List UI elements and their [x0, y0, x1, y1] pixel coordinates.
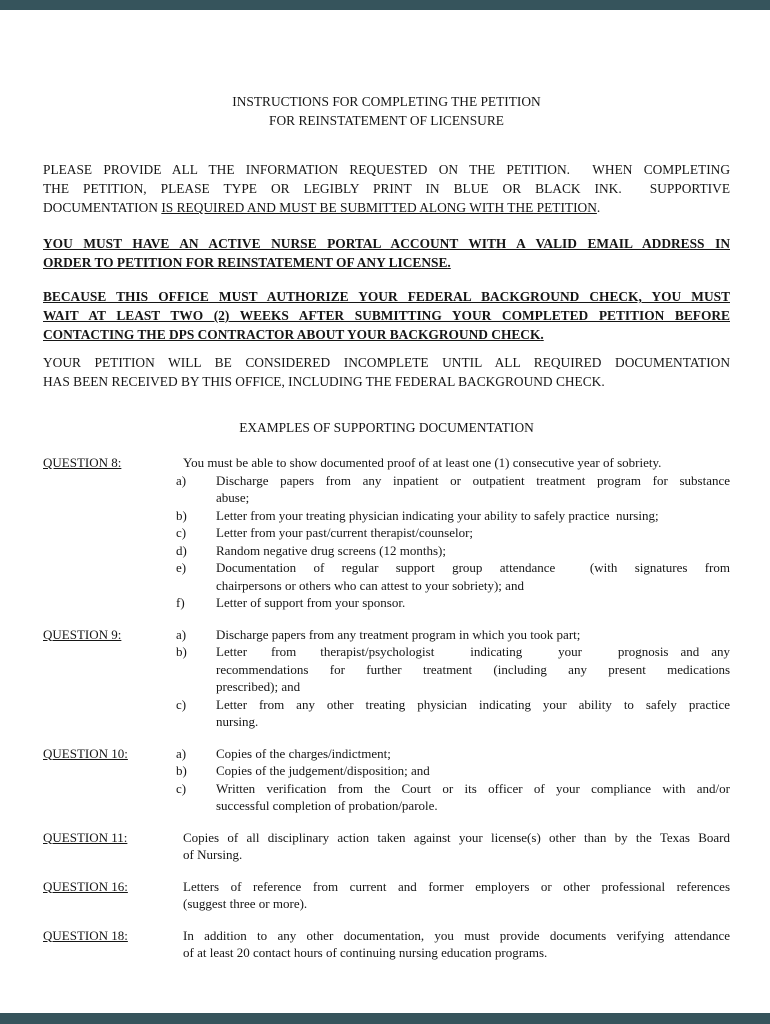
- item-letter: a): [176, 626, 187, 642]
- item-letter: a): [176, 472, 187, 488]
- text-line: DOCUMENTATION IS REQUIRED AND MUST BE SUBMITTED ALONG WITH THE PETITION.: [43, 200, 601, 215]
- text-line: Copies of the judgement/disposition; and: [216, 763, 430, 778]
- question-item: [176, 507, 730, 525]
- item-body: [216, 559, 730, 594]
- text-line: YOUR PETITION WILL BE CONSIDERED INCOMPLETE UNTIL ALL REQUIRED DOCUMENTATION: [43, 355, 730, 370]
- text-line: Copies of all disciplinary action taken against your license(s) other than by the Texas Board: [183, 829, 730, 845]
- examples-heading: EXAMPLES OF SUPPORTING DOCUMENTATION: [239, 420, 534, 435]
- text-line: Written verification from the Court or its officer of your compliance with and/or: [216, 780, 730, 796]
- text-line: (suggest three or more).: [183, 896, 308, 911]
- text-line: ORDER TO PETITION FOR REINSTATEMENT OF ANY LICENSE.: [43, 255, 451, 270]
- question-block-8: [43, 454, 730, 612]
- text-line: Documentation of regular support group attendance (with signatures from: [216, 560, 730, 575]
- item-letter: c): [176, 696, 187, 712]
- question-9-content: [176, 626, 730, 731]
- item-letter: c): [176, 780, 187, 796]
- item-body: [216, 524, 730, 542]
- item-body: [216, 643, 730, 696]
- item-letter: e): [176, 560, 187, 575]
- question-block-10: [43, 745, 730, 815]
- question-11-label: QUESTION 11:: [43, 829, 128, 845]
- item-letter: a): [176, 745, 187, 761]
- text-line: WAIT AT LEAST TWO (2) WEEKS AFTER SUBMITTING YOUR COMPLETED PETITION BEFORE: [43, 308, 730, 323]
- text-line: successful completion of probation/parole.: [216, 798, 438, 813]
- intro-paragraph-background-check: [43, 287, 730, 344]
- question-item: [176, 780, 730, 815]
- text-line: Letter of support from your sponsor.: [216, 595, 406, 610]
- item-body: [216, 507, 730, 525]
- viewer-bottom-bar: [0, 1013, 770, 1024]
- question-item: [176, 626, 730, 644]
- text-line: nursing.: [216, 714, 259, 729]
- text-line: of at least 20 contact hours of continuing nursing education programs.: [183, 945, 548, 960]
- question-block-9: [43, 626, 730, 731]
- question-item: [176, 762, 730, 780]
- question-10-content: [176, 745, 730, 815]
- question-8-label: QUESTION 8:: [43, 455, 122, 470]
- question-item: [176, 696, 730, 731]
- question-9-label: QUESTION 9:: [43, 626, 122, 642]
- text-line: CONTACTING THE DPS CONTRACTOR ABOUT YOUR BACKGROUND CHECK.: [43, 327, 544, 342]
- question-item: [176, 643, 730, 696]
- title-line: FOR REINSTATEMENT OF LICENSURE: [269, 113, 504, 128]
- text-line: recommendations for further treatment (including any present medications: [216, 661, 730, 677]
- text-line: Letters of reference from current and former employers or other professional references: [183, 878, 730, 894]
- item-body: [216, 780, 730, 815]
- item-body: [216, 542, 730, 560]
- title-line: INSTRUCTIONS FOR COMPLETING THE PETITION: [232, 94, 541, 109]
- text-line: Letter from your past/current therapist/counselor;: [216, 525, 474, 540]
- question-18-text: [176, 927, 730, 962]
- text-line: You must be able to show documented proof of at least one (1) consecutive year of sobriety.: [183, 455, 662, 470]
- text-line: In addition to any other documentation, you must provide documents verifying attendance: [183, 927, 730, 943]
- item-body: [216, 745, 730, 763]
- item-letter: d): [176, 542, 187, 558]
- question-item: [176, 524, 730, 542]
- item-letter: c): [176, 525, 187, 540]
- question-16-label: QUESTION 16:: [43, 878, 128, 894]
- text-line: abuse;: [216, 490, 250, 505]
- text-line: YOU MUST HAVE AN ACTIVE NURSE PORTAL ACCOUNT WITH A VALID EMAIL ADDRESS IN: [43, 236, 730, 251]
- item-body: [216, 472, 730, 507]
- text-line: THE PETITION, PLEASE TYPE OR LEGIBLY PRINT IN BLUE OR BLACK INK. SUPPORTIVE: [43, 181, 730, 196]
- question-item: [176, 542, 730, 560]
- question-16-content: [176, 878, 730, 913]
- question-item: [176, 594, 730, 612]
- text-line: chairpersons or others who can attest to your sobriety); and: [216, 577, 524, 593]
- item-body: [216, 594, 730, 612]
- text-line: Copies of the charges/indictment;: [216, 745, 391, 761]
- question-item: [176, 472, 730, 507]
- text-line: PLEASE PROVIDE ALL THE INFORMATION REQUESTED ON THE PETITION. WHEN COMPLETING: [43, 162, 730, 177]
- text-line: Letter from your treating physician indicating your ability to safely practice nursing;: [216, 507, 659, 523]
- question-block-18: [43, 927, 730, 962]
- text-line: Discharge papers from any treatment program in which you took part;: [216, 626, 581, 642]
- question-16-text: [176, 878, 730, 913]
- intro-paragraph-provide-info: [43, 160, 730, 217]
- text-line: BECAUSE THIS OFFICE MUST AUTHORIZE YOUR FEDERAL BACKGROUND CHECK, YOU MUST: [43, 289, 730, 304]
- item-body: [216, 696, 730, 731]
- questions-section: [43, 454, 730, 962]
- question-10-label: QUESTION 10:: [43, 745, 128, 761]
- item-letter: b): [176, 644, 187, 659]
- question-block-11: [43, 829, 730, 864]
- text-line: HAS BEEN RECEIVED BY THIS OFFICE, INCLUDING THE FEDERAL BACKGROUND CHECK.: [43, 374, 605, 389]
- question-item: [176, 745, 730, 763]
- question-8-intro: [176, 454, 730, 472]
- text-line: Letter from therapist/psychologist indicating your prognosis and any: [216, 644, 730, 659]
- question-block-16: [43, 878, 730, 913]
- question-11-content: [176, 829, 730, 864]
- item-letter: b): [176, 763, 187, 778]
- question-8-content: [176, 454, 730, 612]
- document-title: [43, 92, 730, 130]
- question-11-text: [176, 829, 730, 864]
- text-line: prescribed); and: [216, 679, 301, 694]
- text-line: Discharge papers from any inpatient or outpatient treatment program for substance: [216, 472, 730, 488]
- intro-paragraph-incomplete: [43, 353, 730, 391]
- question-18-label: QUESTION 18:: [43, 927, 128, 943]
- text-line: of Nursing.: [183, 847, 243, 862]
- text-line: Letter from any other treating physician indicating your ability to safely practice: [216, 696, 730, 712]
- question-18-content: [176, 927, 730, 962]
- item-body: [216, 762, 730, 780]
- item-body: [216, 626, 730, 644]
- item-letter: b): [176, 507, 187, 523]
- viewer-top-bar: [0, 0, 770, 10]
- document-content: [0, 92, 770, 962]
- intro-paragraph-nurse-portal: [43, 234, 730, 272]
- text-line: Random negative drug screens (12 months);: [216, 542, 446, 558]
- question-item: [176, 559, 730, 594]
- item-letter: f): [176, 595, 185, 610]
